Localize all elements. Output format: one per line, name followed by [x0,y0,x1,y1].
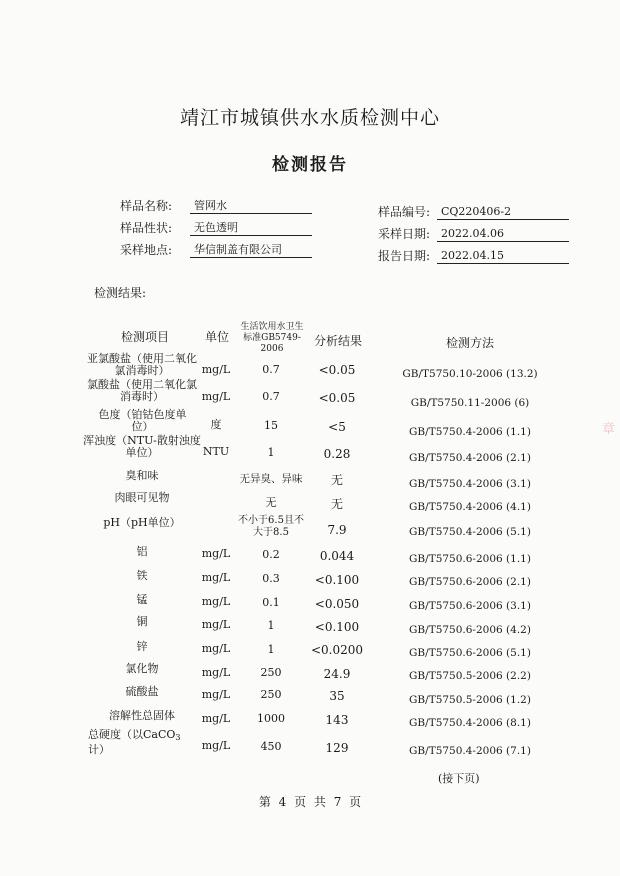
row-item: 硫酸盐 [125,685,159,698]
sample-name-value: 管网水 [190,198,312,214]
table-row [0,516,620,536]
table-row [0,570,620,590]
row-unit: mg/L [201,642,231,655]
header-standard: 生活饮用水卫生标准GB5749-2006 [240,322,304,354]
row-item: 色度（铂钴色度单位） [98,408,187,433]
row-unit: mg/L [201,571,231,584]
row-method: GB/T5750.5-2006 (1.2) [409,694,531,706]
row-result: 35 [329,689,345,703]
row-method: GB/T5750.4-2006 (4.1) [409,501,531,513]
table-row [0,728,620,757]
row-method: GB/T5750.6-2006 (2.1) [409,576,531,588]
row-unit: mg/L [201,666,231,679]
table-row [0,434,620,464]
row-standard: 不小于6.5且不大于8.5 [238,515,304,538]
row-standard: 0.7 [262,390,280,403]
row-item: 浑浊度（NTU-散射浊度单位） [83,434,201,459]
row-standard: 1 [267,643,275,656]
row-item: 溶解性总固体 [109,709,175,722]
row-method: GB/T5750.4-2006 (3.1) [409,478,531,490]
row-standard: 450 [260,740,282,753]
row-method: GB/T5750.11-2006 (6) [410,397,530,409]
row-result: 24.9 [323,667,351,681]
row-result: <0.0200 [310,643,364,657]
row-unit: mg/L [201,547,231,560]
row-standard: 无 [265,496,277,509]
row-item: 铝 [136,545,148,558]
row-item: 氯酸盐（使用二氧化氯消毒时） [87,378,197,403]
table-row [0,470,620,490]
row-method: GB/T5750.6-2006 (3.1) [409,600,531,612]
row-item: 锌 [136,640,148,653]
table-row [0,616,620,636]
report-date-value: 2022.04.15 [437,248,569,264]
sample-number-label: 样品编号: [378,205,431,219]
row-unit: mg/L [201,390,231,403]
row-unit: mg/L [201,363,231,376]
sampling-date-label: 采样日期: [378,227,431,241]
row-result: 0.28 [323,447,351,461]
row-result: <0.050 [314,597,360,611]
row-item: 臭和味 [125,469,159,482]
sample-name-label: 样品名称: [120,199,173,213]
row-result: 143 [325,713,349,727]
header-method: 检测方法 [445,336,494,350]
row-item: 锰 [136,593,148,606]
row-unit: NTU [202,445,230,458]
row-standard: 0.1 [262,596,280,609]
row-result: <0.100 [314,573,360,587]
sample-property-label: 样品性状: [120,221,173,235]
row-item: 铜 [136,615,148,628]
row-unit: mg/L [201,688,231,701]
row-result: <5 [328,420,346,434]
header-unit: 单位 [204,330,229,344]
row-result: 7.9 [327,523,347,537]
row-standard: 1000 [257,712,285,725]
row-item: pH（pH单位） [103,516,181,529]
row-standard: 无异臭、异味 [239,473,303,485]
table-row [0,663,620,683]
row-result: 无 [330,497,343,511]
report-date-label: 报告日期: [378,249,431,263]
row-method: GB/T5750.4-2006 (5.1) [409,526,531,538]
row-method: GB/T5750.6-2006 (4.2) [409,624,531,636]
row-method: GB/T5750.6-2006 (1.1) [409,553,531,565]
row-result: 0.044 [319,549,355,563]
sampling-location-label: 采样地点: [120,243,173,257]
row-standard: 1 [267,619,275,632]
row-unit: mg/L [201,712,231,725]
sampling-location-value: 华信制盖有限公司 [190,242,312,258]
table-row [0,352,620,380]
row-method: GB/T5750.5-2006 (2.2) [409,670,531,682]
sampling-date-value: 2022.04.06 [437,226,569,242]
row-unit: 度 [210,418,222,431]
organization-name: 靖江市城镇供水水质检测中心 [179,107,440,129]
row-result: <0.05 [318,391,356,405]
table-row [0,378,620,409]
row-method: GB/T5750.4-2006 (7.1) [409,745,531,757]
row-unit: mg/L [201,739,231,752]
results-label: 检测结果: [94,286,147,300]
red-stamp-partial: 章 [602,422,616,437]
row-standard: 1 [267,446,275,459]
table-row [0,686,620,706]
row-unit: mg/L [201,595,231,608]
table-row [0,546,620,566]
row-item: 铁 [136,569,148,582]
row-standard: 250 [260,688,282,701]
row-unit: mg/L [201,618,231,631]
row-standard: 250 [260,666,282,679]
table-row [0,641,620,661]
row-item: 总硬度（以CaCO$_3$计） [88,728,181,756]
row-result: <0.05 [318,363,356,377]
header-item: 检测项目 [120,330,169,344]
table-row [0,492,620,512]
row-method: GB/T5750.6-2006 (5.1) [409,647,531,659]
report-title: 检测报告 [272,155,348,175]
row-item: 氯化物 [125,662,159,675]
row-result: 129 [325,741,349,755]
row-standard: 0.3 [262,572,280,585]
row-item: 亚氯酸盐（使用二氧化氯消毒时） [87,352,197,377]
row-method: GB/T5750.4-2006 (8.1) [409,717,531,729]
table-row [0,710,620,730]
sample-number-value: CQ220406-2 [437,204,569,220]
row-standard: 0.2 [262,548,280,561]
row-method: GB/T5750.4-2006 (1.1) [409,426,531,438]
continued-note: (接下页) [438,772,480,785]
header-result: 分析结果 [313,334,362,348]
row-result: 无 [330,473,343,487]
table-row [0,408,620,438]
row-method: GB/T5750.4-2006 (2.1) [409,452,531,464]
row-result: <0.100 [314,620,360,634]
page-number: 第 4 页 共 7 页 [258,795,362,809]
sample-property-value: 无色透明 [190,220,312,236]
row-method: GB/T5750.10-2006 (13.2) [402,368,538,380]
row-standard: 15 [264,419,278,432]
row-item: 肉眼可见物 [114,491,170,504]
row-standard: 0.7 [262,363,280,376]
table-row [0,594,620,614]
